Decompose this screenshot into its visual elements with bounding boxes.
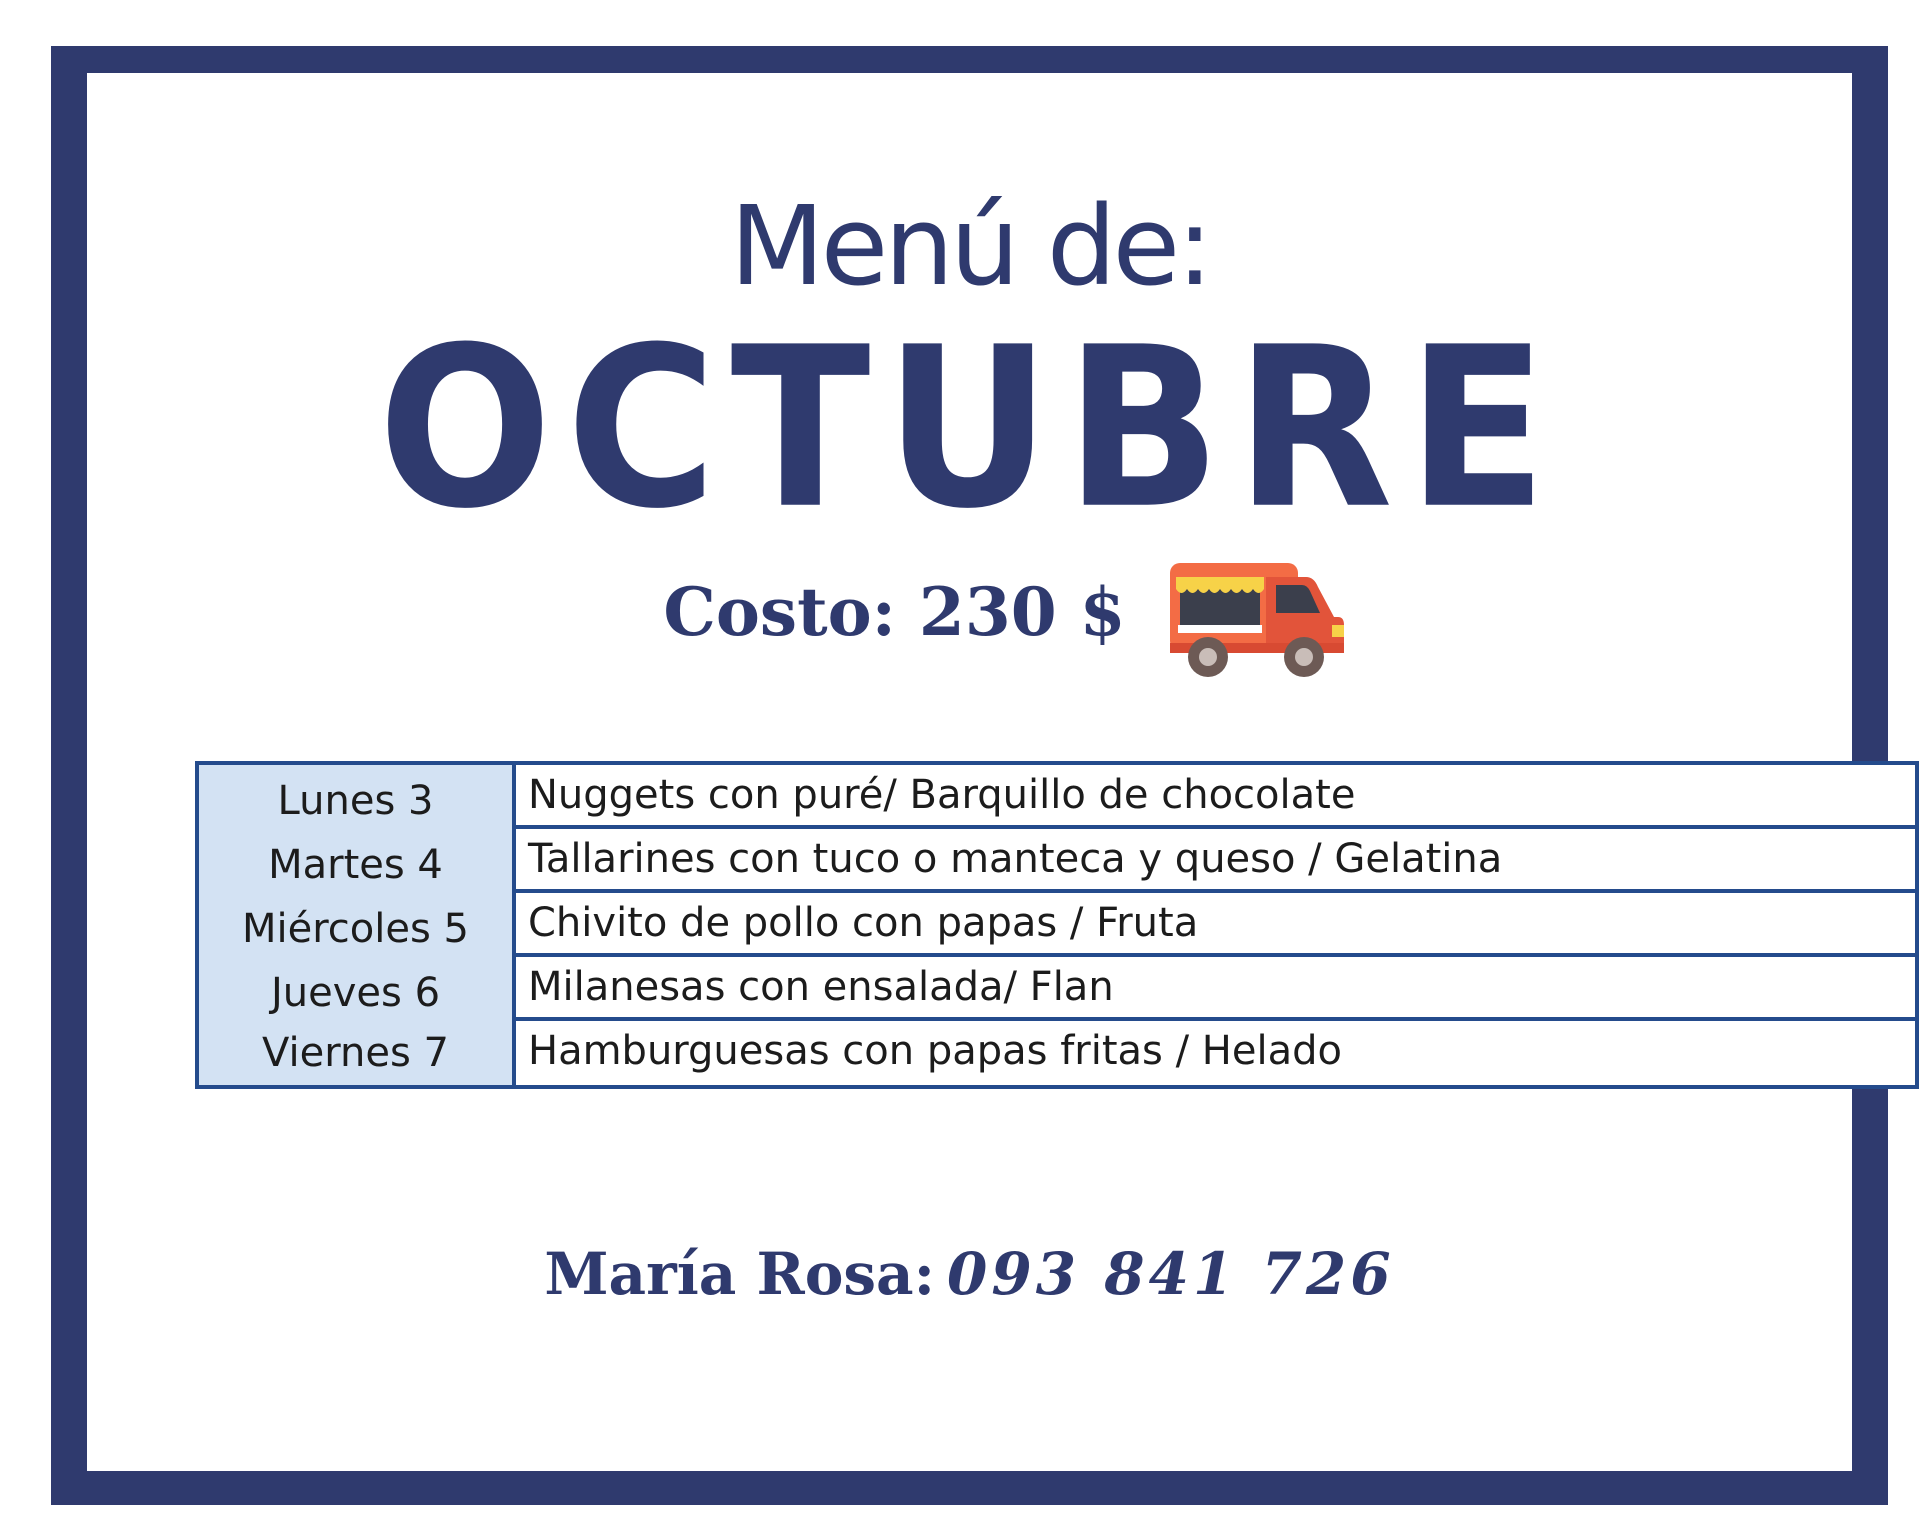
- days-column: [199, 765, 516, 1085]
- contact-phone: 093 841 726: [947, 1240, 1395, 1308]
- cost-row: [87, 543, 1852, 680]
- day-label: Miércoles 5: [242, 906, 469, 952]
- menu-sheet: [87, 73, 1852, 1471]
- table-row: [516, 957, 1915, 1021]
- table-row: [516, 829, 1915, 893]
- menu-title: OCTUBRE: [377, 300, 1562, 558]
- cost-label: Costo: 230 $: [663, 572, 1126, 651]
- menu-table: [195, 761, 1919, 1089]
- page-border: [51, 46, 1888, 1505]
- dish-text: Tallarines con tuco o manteca y queso / Gelatina: [528, 836, 1503, 882]
- contact-name: María Rosa:: [544, 1240, 936, 1308]
- dish-text: Nuggets con puré/ Barquillo de chocolate: [528, 772, 1356, 818]
- table-row: [516, 893, 1915, 957]
- day-label: Viernes 7: [262, 1030, 449, 1076]
- dish-text: Hamburguesas con papas fritas / Helado: [528, 1028, 1342, 1074]
- table-row: [516, 765, 1915, 829]
- day-label: Jueves 6: [270, 970, 441, 1016]
- contact-line: [87, 1240, 1852, 1308]
- dish-text: Milanesas con ensalada/ Flan: [528, 964, 1114, 1010]
- day-label: Lunes 3: [277, 778, 434, 824]
- menu-subtitle: Menú de:: [729, 182, 1210, 310]
- day-label: Martes 4: [268, 842, 443, 888]
- dish-text: Chivito de pollo con papas / Fruta: [528, 900, 1199, 946]
- table-row: [516, 1021, 1915, 1085]
- food-truck-icon: [1166, 555, 1346, 680]
